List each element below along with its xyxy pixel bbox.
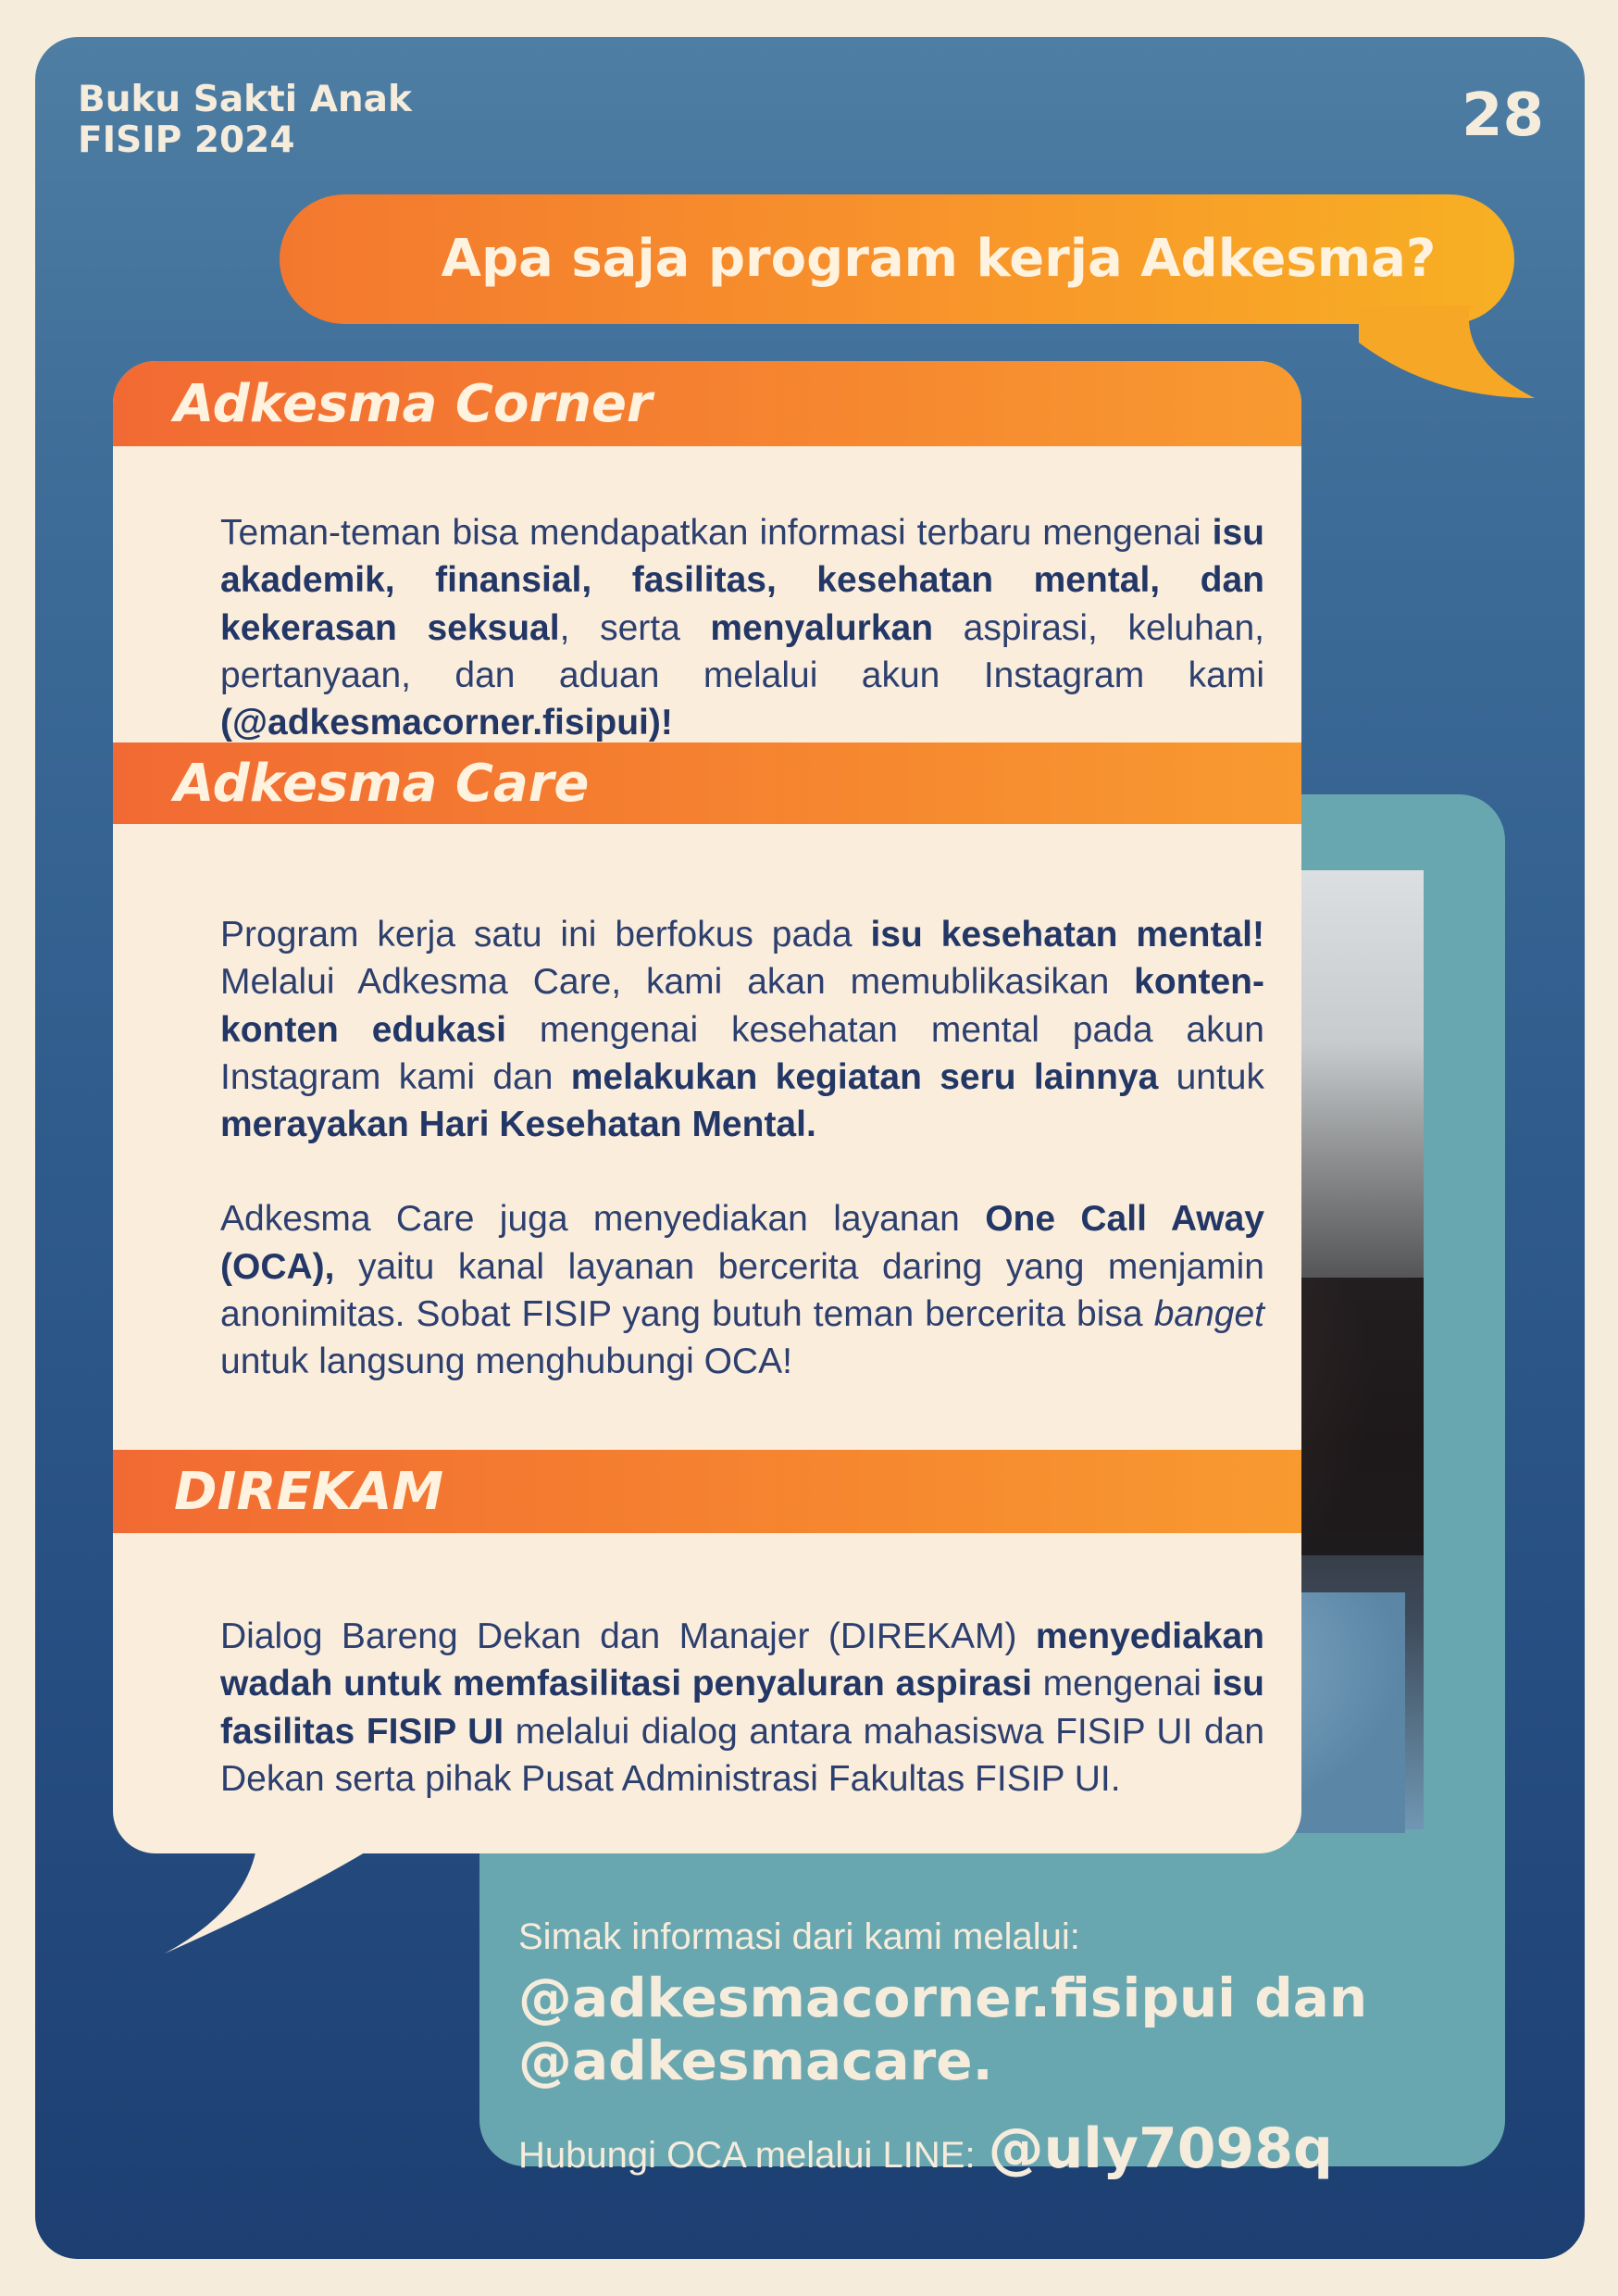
page-panel bbox=[35, 37, 1585, 2259]
bold-text: (@adkesmacorner.fisipui)! bbox=[220, 703, 673, 743]
text-run: aspirasi, keluhan, pertanyaan, dan aduan melalui akun Instagram kami bbox=[220, 607, 1264, 695]
paragraph bbox=[220, 509, 1264, 746]
section-title: Adkesma Care bbox=[174, 753, 590, 814]
line-id: @uly7098q bbox=[988, 2116, 1333, 2181]
section-header-adkesma-corner bbox=[113, 361, 1301, 446]
brand-line-1: Buku Sakti Anak bbox=[78, 79, 412, 120]
section-body-direkam bbox=[220, 1613, 1264, 1803]
brand-line-2: FISIP 2024 bbox=[78, 119, 295, 161]
section-header-direkam bbox=[113, 1450, 1301, 1533]
paragraph bbox=[220, 1613, 1264, 1803]
bold-text: menyalurkan bbox=[710, 607, 934, 648]
text-run: Adkesma Care juga menyediakan layanan bbox=[220, 1199, 986, 1240]
section-title: DIREKAM bbox=[174, 1461, 444, 1522]
text-run: Melalui Adkesma Care, kami akan memublikasikan bbox=[220, 962, 1135, 1003]
handles-line-2: @adkesmacare. bbox=[518, 2029, 993, 2092]
page-number: 28 bbox=[1461, 81, 1544, 150]
text-run: untuk bbox=[1158, 1056, 1264, 1097]
text-run: melalui dialog antara mahasiswa FISIP UI dan Dekan serta pihak Pusat Administrasi Fakultas FISIP UI. bbox=[220, 1711, 1265, 1799]
section-body-adkesma-corner bbox=[220, 509, 1264, 746]
bold-text: merayakan Hari Kesehatan Mental. bbox=[220, 1104, 816, 1145]
page-title: Apa saja program kerja Adkesma? bbox=[441, 229, 1437, 289]
title-bubble-tail bbox=[1359, 306, 1535, 407]
text-run: Teman-teman bisa mendapatkan informasi terbaru mengenai bbox=[220, 513, 1213, 553]
info-handles bbox=[518, 1966, 1367, 2092]
section-title: Adkesma Corner bbox=[174, 373, 653, 434]
section-body-adkesma-care bbox=[220, 911, 1264, 1386]
program-card bbox=[113, 361, 1301, 1853]
handles-line-1: @adkesmacorner.fisipui dan bbox=[518, 1966, 1368, 2029]
info-intro: Simak informasi dari kami melalui: bbox=[518, 1916, 1080, 1957]
text-run: yaitu kanal layanan bercerita daring yang menjamin anonimitas. Sobat FISIP yang butuh teman bercerita bisa bbox=[220, 1246, 1264, 1335]
italic-text: banget bbox=[1153, 1294, 1264, 1335]
text-run: untuk langsung menghubungi OCA! bbox=[220, 1341, 792, 1382]
text-run: Program kerja satu ini berfokus pada bbox=[220, 915, 871, 955]
bold-text: melakukan kegiatan seru lainnya bbox=[570, 1056, 1159, 1097]
bold-text: isu kesehatan mental! bbox=[870, 915, 1265, 955]
text-run: Dialog Bareng Dekan dan Manajer (DIREKAM) bbox=[220, 1616, 1036, 1656]
bold-text: isu fasilitas FISIP UI bbox=[220, 1664, 1264, 1752]
title-bubble bbox=[280, 194, 1514, 324]
text-run: , serta bbox=[559, 607, 711, 648]
info-contact bbox=[518, 2116, 1333, 2181]
text-run: mengenai kesehatan mental pada akun Instagram kami dan bbox=[220, 1009, 1264, 1097]
bold-text: konten-konten edukasi bbox=[220, 962, 1264, 1050]
section-header-adkesma-care bbox=[113, 742, 1301, 824]
bold-text: menyediakan wadah untuk memfasilitasi penyaluran aspirasi bbox=[220, 1616, 1264, 1704]
contact-label: Hubungi OCA melalui LINE: bbox=[518, 2135, 976, 2176]
paragraph bbox=[220, 911, 1264, 1148]
bold-text: isu akademik, finansial, fasilitas, kesehatan mental, dan kekerasan seksual bbox=[220, 513, 1264, 648]
brand-title bbox=[78, 80, 412, 161]
text-run: mengenai bbox=[1031, 1664, 1213, 1704]
bold-text: One Call Away (OCA), bbox=[220, 1199, 1264, 1287]
paragraph bbox=[220, 1195, 1264, 1385]
